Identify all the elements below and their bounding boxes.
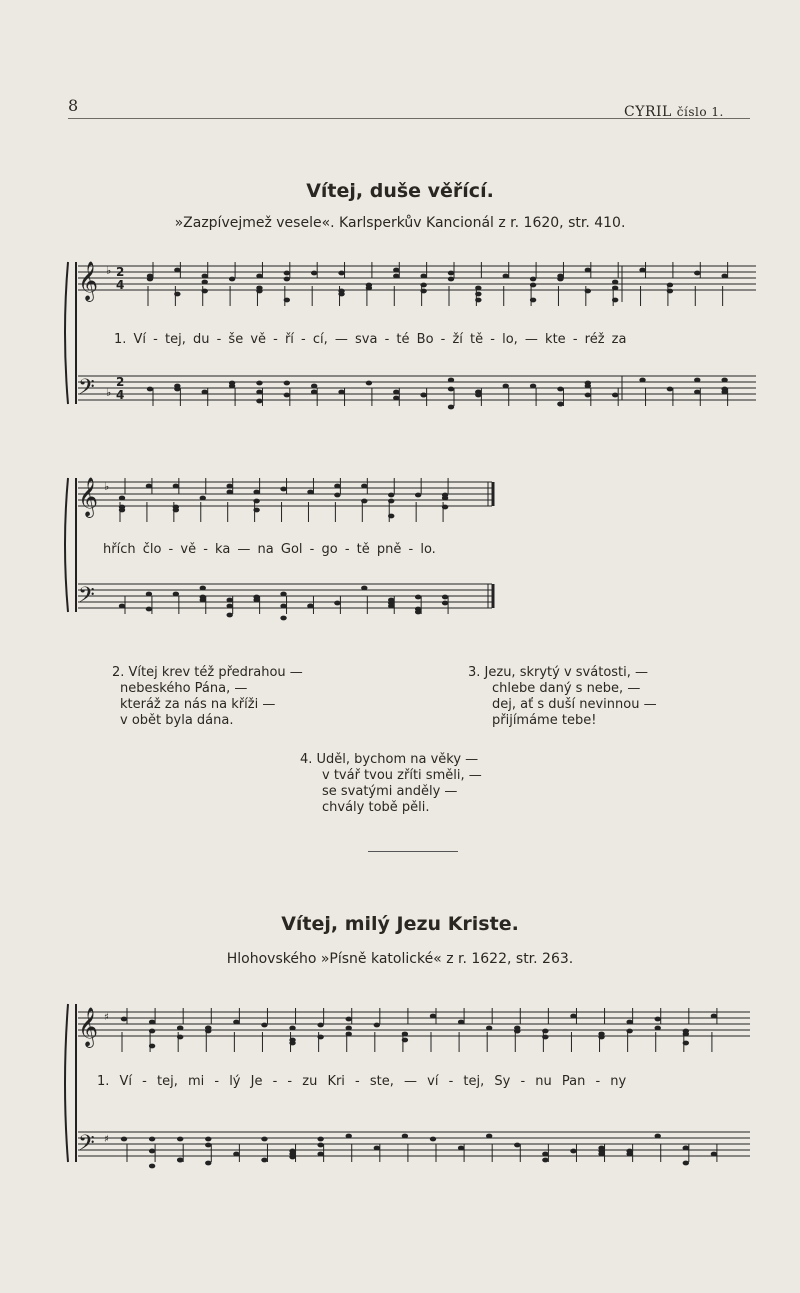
- note-head: [530, 277, 536, 282]
- header-rule: [68, 118, 750, 119]
- svg-text:4: 4: [116, 388, 125, 402]
- note-head: [289, 1026, 295, 1031]
- note-head: [388, 493, 394, 498]
- note-head: [683, 1161, 689, 1166]
- note-head: [205, 1143, 211, 1148]
- note-head: [448, 405, 454, 410]
- note-head: [374, 1146, 380, 1151]
- note-head: [667, 387, 673, 392]
- note-head: [280, 604, 286, 609]
- song2-title: Vítej, milý Jezu Kriste.: [281, 913, 519, 935]
- svg-text:2: 2: [116, 375, 125, 389]
- note-head: [174, 268, 180, 273]
- note-head: [256, 399, 262, 404]
- note-head: [374, 1023, 380, 1028]
- note-head: [721, 390, 727, 395]
- note-head: [612, 280, 618, 285]
- note-head: [458, 1146, 464, 1151]
- note-head: [598, 1152, 604, 1157]
- note-head: [146, 592, 152, 597]
- note-head: [557, 274, 563, 279]
- bass-clef-icon: 𝄢: [78, 583, 95, 613]
- treble-clef-icon: 𝄞: [78, 1007, 99, 1047]
- svg-text:♭: ♭: [106, 264, 112, 277]
- note-head: [149, 1164, 155, 1169]
- note-head: [317, 1023, 323, 1028]
- note-head: [448, 277, 454, 282]
- note-head: [289, 1155, 295, 1160]
- note-head: [311, 390, 317, 395]
- note-head: [486, 1134, 492, 1139]
- note-head: [612, 393, 618, 398]
- note-head: [626, 1020, 632, 1025]
- note-head: [119, 496, 125, 501]
- note-head: [261, 1023, 267, 1028]
- note-head: [177, 1158, 183, 1163]
- note-head: [430, 1014, 436, 1019]
- verse-3: 3. Jezu, skrytý v svátosti, — chlebe daný s nebe, — dej, ať s duší nevinnou — přijímáme tebe!: [468, 665, 657, 728]
- note-head: [346, 1026, 352, 1031]
- note-head: [361, 484, 367, 489]
- note-head: [448, 387, 454, 392]
- note-head: [393, 390, 399, 395]
- note-head: [346, 1017, 352, 1022]
- note-head: [388, 604, 394, 609]
- note-head: [280, 487, 286, 492]
- note-head: [149, 1020, 155, 1025]
- issue-number: číslo 1.: [676, 105, 724, 119]
- note-head: [226, 613, 232, 618]
- note-head: [475, 390, 481, 395]
- note-head: [173, 484, 179, 489]
- note-head: [514, 1143, 520, 1148]
- note-head: [177, 1137, 183, 1142]
- note-head: [205, 1137, 211, 1142]
- note-head: [307, 604, 313, 609]
- journal-name: CYRIL: [624, 104, 672, 120]
- note-head: [202, 390, 208, 395]
- bass-clef-icon: 𝄢: [78, 375, 95, 405]
- note-head: [280, 616, 286, 621]
- note-head: [346, 1134, 352, 1139]
- note-head: [557, 402, 563, 407]
- note-head: [448, 378, 454, 383]
- note-head: [361, 586, 367, 591]
- note-head: [542, 1152, 548, 1157]
- note-head: [694, 378, 700, 383]
- note-head: [229, 384, 235, 389]
- note-head: [420, 274, 426, 279]
- note-head: [200, 496, 206, 501]
- note-head: [694, 390, 700, 395]
- note-head: [721, 274, 727, 279]
- note-head: [655, 1026, 661, 1031]
- note-head: [420, 393, 426, 398]
- note-head: [256, 381, 262, 386]
- note-head: [415, 595, 421, 600]
- note-head: [338, 271, 344, 276]
- note-head: [585, 268, 591, 273]
- note-head: [334, 601, 340, 606]
- note-head: [317, 1152, 323, 1157]
- note-head: [256, 390, 262, 395]
- note-head: [174, 387, 180, 392]
- svg-text:♯: ♯: [104, 1134, 109, 1145]
- note-head: [655, 1017, 661, 1022]
- treble-clef-icon: 𝄞: [78, 477, 99, 517]
- note-head: [307, 490, 313, 495]
- note-head: [542, 1158, 548, 1163]
- note-head: [317, 1143, 323, 1148]
- note-head: [226, 484, 232, 489]
- note-head: [430, 1137, 436, 1142]
- note-head: [202, 280, 208, 285]
- note-head: [284, 393, 290, 398]
- note-head: [393, 274, 399, 279]
- note-head: [338, 390, 344, 395]
- note-head: [173, 592, 179, 597]
- note-head: [280, 592, 286, 597]
- note-head: [639, 268, 645, 273]
- note-head: [317, 1137, 323, 1142]
- note-head: [253, 598, 259, 603]
- note-head: [149, 1149, 155, 1154]
- note-head: [366, 381, 372, 386]
- note-head: [226, 604, 232, 609]
- note-head: [261, 1137, 267, 1142]
- note-head: [721, 378, 727, 383]
- verse-4: 4. Uděl, bychom na věky — v tvář tvou zříti směli, — se svatými anděly — chvály tobě pěli.: [300, 752, 482, 815]
- page-number: 8: [68, 96, 79, 115]
- note-head: [233, 1152, 239, 1157]
- note-head: [442, 601, 448, 606]
- note-head: [683, 1146, 689, 1151]
- song1-system2-score: [62, 472, 502, 642]
- note-head: [149, 1137, 155, 1142]
- note-head: [121, 1017, 127, 1022]
- note-head: [147, 274, 153, 279]
- bass-clef-icon: 𝄢: [78, 1131, 95, 1161]
- note-head: [284, 381, 290, 386]
- note-head: [393, 268, 399, 273]
- note-head: [311, 271, 317, 276]
- note-head: [711, 1014, 717, 1019]
- note-head: [146, 484, 152, 489]
- song2-source: Hlohovského »Písně katolické« z r. 1622, str. 263.: [226, 951, 574, 967]
- note-head: [442, 595, 448, 600]
- note-head: [256, 274, 262, 279]
- note-head: [570, 1149, 576, 1154]
- note-head: [402, 1134, 408, 1139]
- treble-clef-icon: 𝄞: [78, 261, 99, 301]
- note-head: [177, 1026, 183, 1031]
- note-head: [121, 1137, 127, 1142]
- verse-2: 2. Vítej krev též předrahou — nebeského Pána, — kteráž za nás na kříži — v obět byla dána.: [112, 665, 303, 728]
- note-head: [200, 598, 206, 603]
- note-head: [530, 384, 536, 389]
- section-divider: [368, 851, 458, 852]
- note-head: [585, 393, 591, 398]
- note-head: [570, 1014, 576, 1019]
- svg-text:2: 2: [116, 265, 125, 279]
- note-head: [503, 274, 509, 279]
- note-head: [146, 607, 152, 612]
- note-head: [284, 271, 290, 276]
- note-head: [442, 493, 448, 498]
- note-head: [585, 384, 591, 389]
- svg-text:♯: ♯: [104, 1012, 109, 1023]
- note-head: [393, 396, 399, 401]
- note-head: [147, 387, 153, 392]
- svg-text:4: 4: [116, 278, 125, 292]
- note-head: [200, 586, 206, 591]
- note-head: [448, 271, 454, 276]
- note-head: [503, 384, 509, 389]
- note-head: [557, 387, 563, 392]
- system-brace: [65, 262, 68, 404]
- note-head: [226, 490, 232, 495]
- song1-title: Vítej, duše věřící.: [306, 180, 494, 202]
- note-head: [229, 277, 235, 282]
- note-head: [233, 1020, 239, 1025]
- song1-lyrics-line2: hřích člo - vě - ka — na Gol - go - tě pně - lo.: [103, 542, 436, 557]
- note-head: [261, 1158, 267, 1163]
- svg-text:♭: ♭: [106, 386, 112, 399]
- note-head: [253, 490, 259, 495]
- note-head: [334, 484, 340, 489]
- svg-text:♭: ♭: [104, 480, 110, 493]
- note-head: [415, 610, 421, 615]
- note-head: [289, 1149, 295, 1154]
- note-head: [458, 1020, 464, 1025]
- song1-source: »Zazpívejmež vesele«. Karlsperkův Kancionál z r. 1620, str. 410.: [174, 215, 626, 231]
- note-head: [226, 598, 232, 603]
- song1-lyrics-line1: 1. Ví - tej, du - še vě - ří - cí, — sva - té Bo - ží tě - lo, — kte - réž za: [114, 332, 627, 347]
- note-head: [202, 274, 208, 279]
- note-head: [311, 384, 317, 389]
- note-head: [388, 598, 394, 603]
- note-head: [334, 493, 340, 498]
- note-head: [415, 493, 421, 498]
- note-head: [119, 604, 125, 609]
- note-head: [284, 277, 290, 282]
- note-head: [639, 378, 645, 383]
- song2-lyrics-line1: 1. Ví - tej, mi - lý Je - - zu Kri - ste, — ví - tej, Sy - nu Pan - ny: [97, 1074, 627, 1089]
- note-head: [626, 1152, 632, 1157]
- note-head: [655, 1134, 661, 1139]
- note-head: [486, 1026, 492, 1031]
- note-head: [205, 1161, 211, 1166]
- note-head: [711, 1152, 717, 1157]
- note-head: [694, 271, 700, 276]
